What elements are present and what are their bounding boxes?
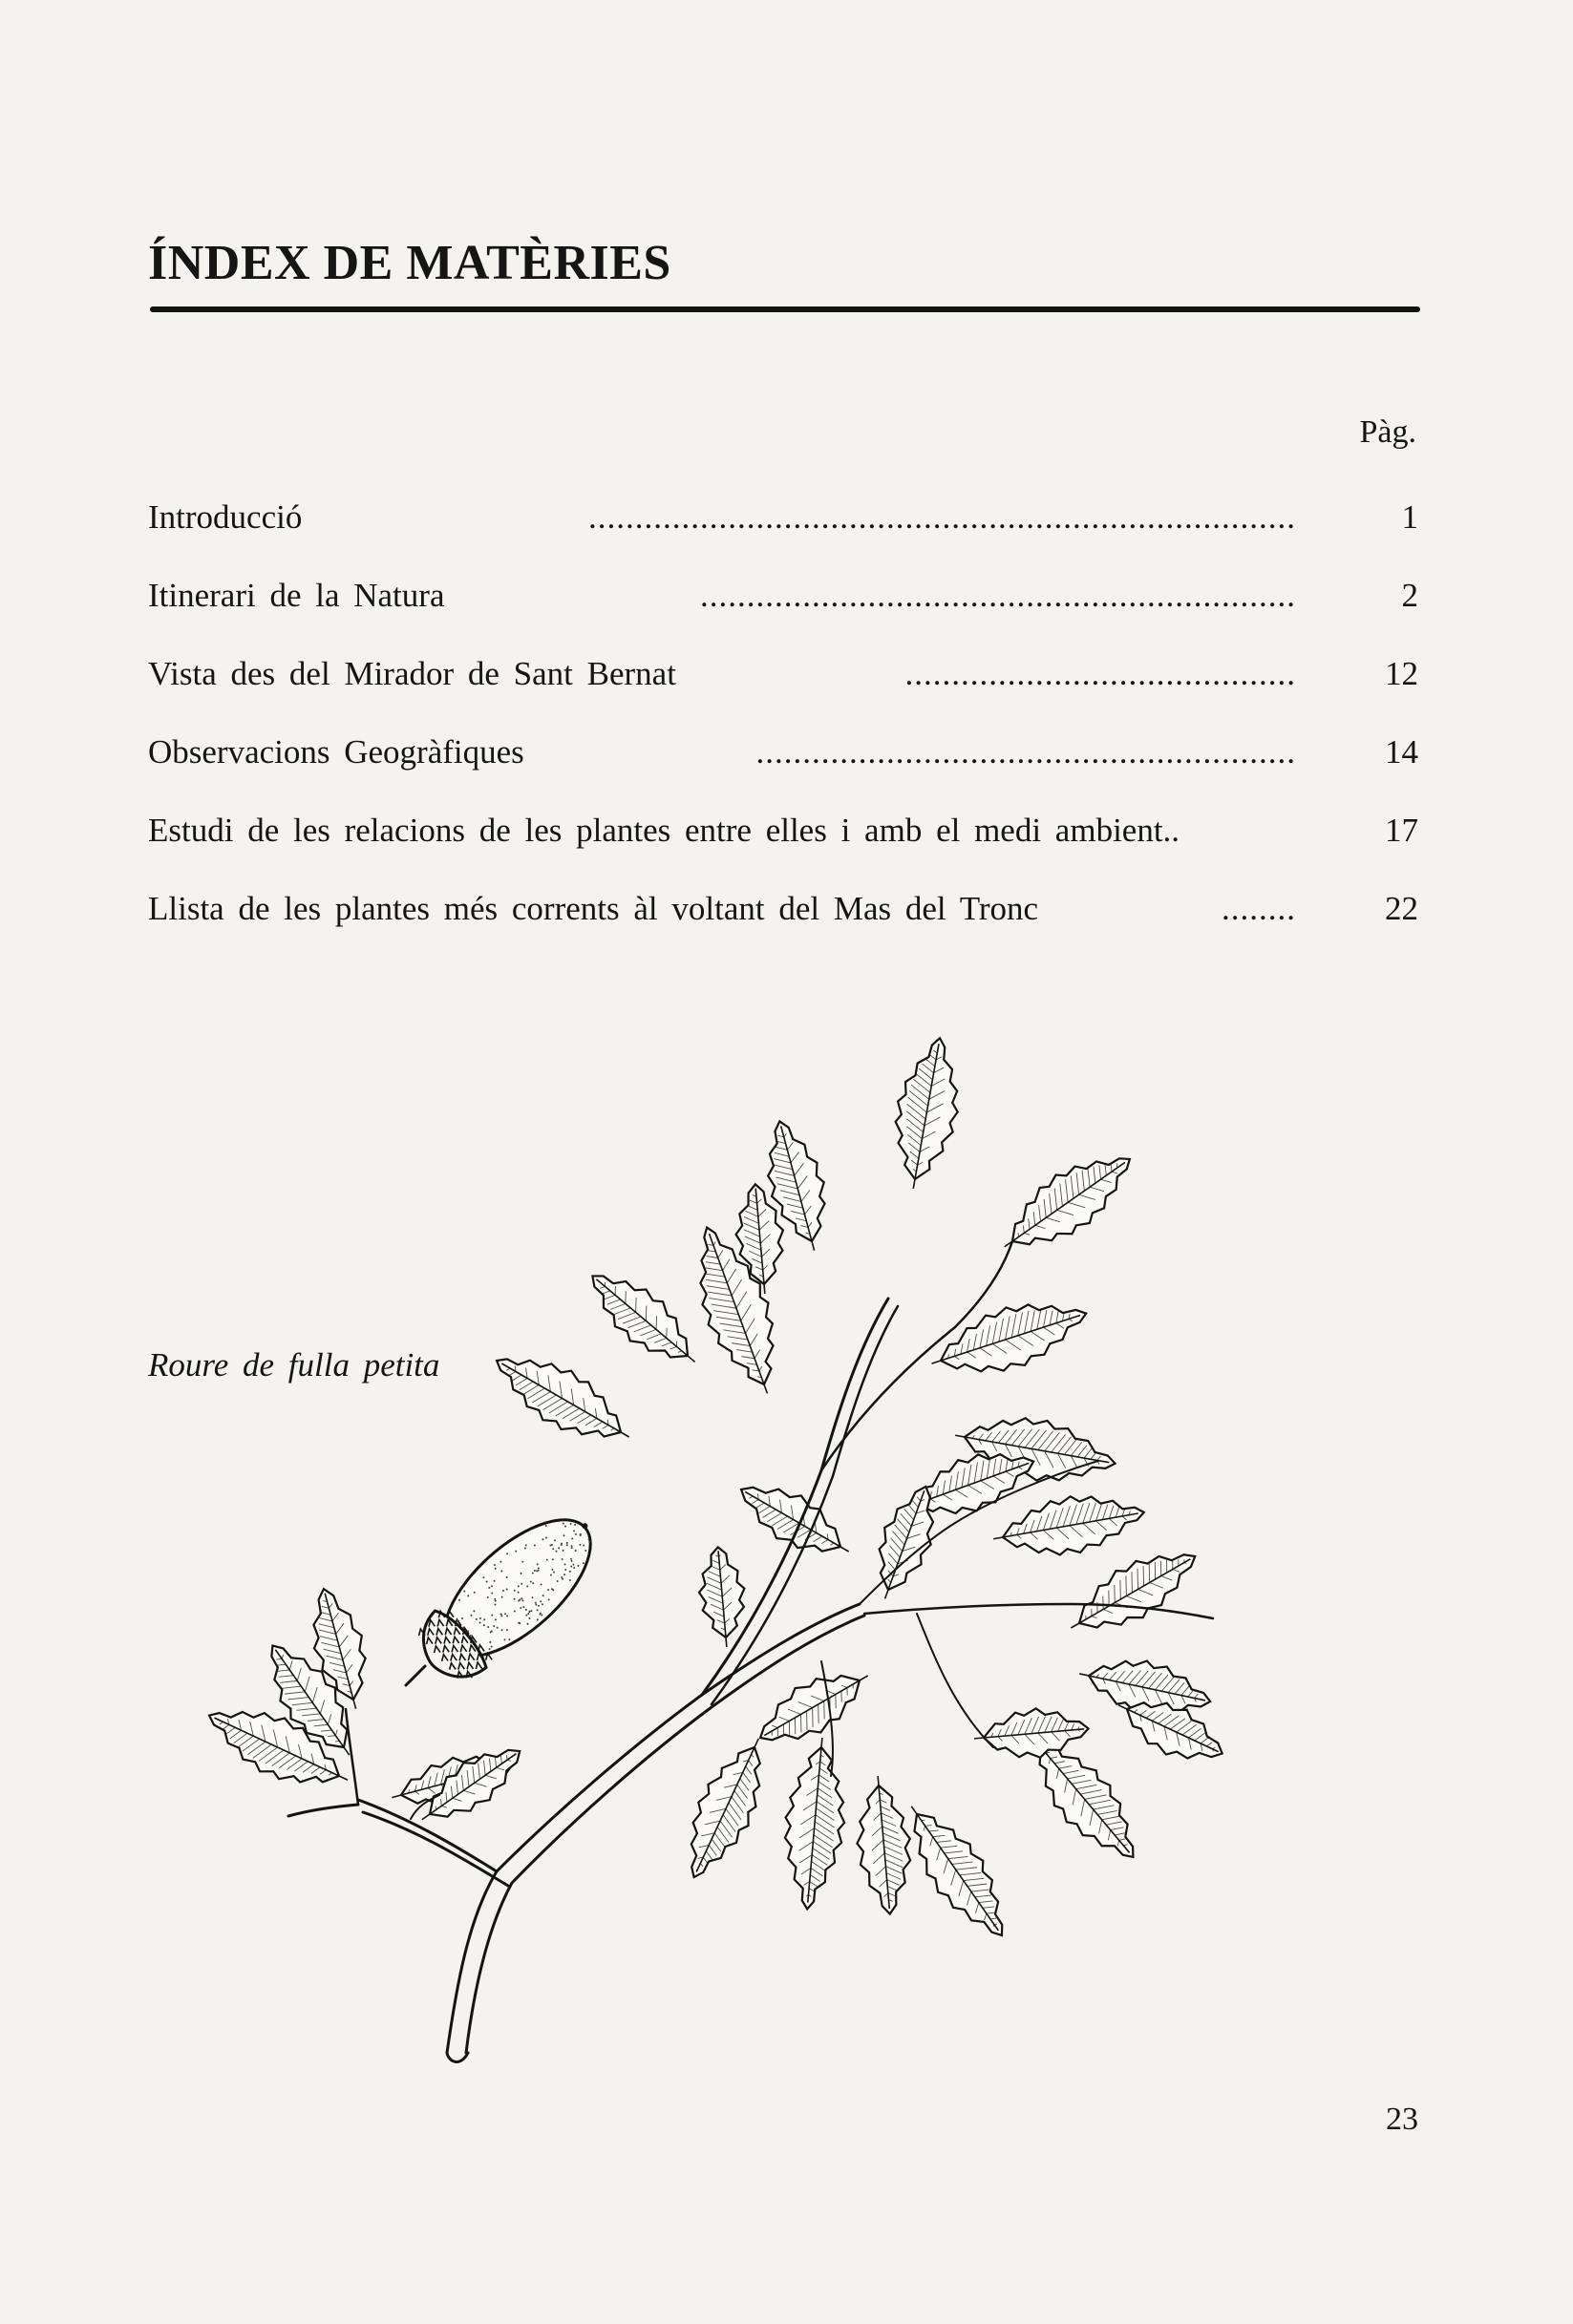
toc-entry-title: Estudi de les relacions de les plantes entre elles i amb el medi ambient.. xyxy=(148,812,1180,849)
oak-leaf-icon xyxy=(1057,1532,1208,1651)
oak-leaf-icon xyxy=(777,1735,851,1912)
oak-leaf-icon xyxy=(950,1405,1120,1493)
oak-leaf-icon xyxy=(482,1336,643,1462)
toc-entry-title: Introducció xyxy=(148,498,303,536)
page-column-header: Pàg. xyxy=(1359,414,1416,450)
oak-leaf-icon xyxy=(748,1654,881,1760)
oak-leaf-icon xyxy=(1108,1682,1233,1775)
oak-leaf-icon xyxy=(988,1135,1146,1271)
oak-leaf-icon xyxy=(899,1436,1043,1532)
oak-leaf-icon xyxy=(695,1545,750,1649)
toc-entry-leader: ................................................................ xyxy=(700,577,1296,614)
title-rule xyxy=(150,306,1420,312)
toc-entry-leader: ........ xyxy=(1222,890,1296,927)
toc-entry-page: 2 xyxy=(1401,577,1418,614)
toc-entry-leader: .......................................... xyxy=(904,655,1296,692)
page-number: 23 xyxy=(1386,2102,1418,2137)
oak-leaf-icon xyxy=(1073,1648,1216,1727)
oak-leaf-icon xyxy=(250,1630,372,1770)
figure-caption: Roure de fulla petita xyxy=(148,1346,440,1384)
toc-entry[interactable] xyxy=(148,888,1418,930)
toc-entry-title: Llista de les plantes més corrents àl voltant del Mas del Tronc xyxy=(148,890,1039,927)
oak-leaf-icon xyxy=(576,1257,712,1382)
oak-leaf-icon xyxy=(861,1478,948,1607)
toc-entry-page: 12 xyxy=(1385,655,1418,692)
oak-leaf-icon xyxy=(386,1743,518,1820)
toc-entry-page: 1 xyxy=(1401,498,1418,536)
oak-leaf-icon xyxy=(729,1468,861,1574)
toc-entry[interactable] xyxy=(148,653,1418,695)
toc-entry[interactable] xyxy=(148,731,1418,773)
oak-leaves xyxy=(197,1033,1233,1952)
oak-leaf-icon xyxy=(1013,1722,1156,1875)
oak-leaf-icon xyxy=(197,1689,360,1806)
oak-leaf-icon xyxy=(988,1485,1149,1567)
acorn-icon xyxy=(404,1493,616,1696)
oak-leaf-icon xyxy=(409,1733,533,1839)
oak-leaf-icon xyxy=(972,1704,1091,1764)
oak-leaf-icon xyxy=(923,1284,1095,1392)
oak-leaf-icon xyxy=(851,1774,916,1916)
toc-entry-leader: ............................................................................ xyxy=(588,498,1296,536)
toc-entry-page: 17 xyxy=(1385,812,1418,849)
oak-leaf-icon xyxy=(670,1727,784,1889)
oak-leaf-icon xyxy=(883,1033,969,1194)
oak-leaf-icon xyxy=(677,1216,797,1405)
oak-leaf-icon xyxy=(889,1790,1025,1951)
oak-leaf-icon xyxy=(300,1582,379,1715)
toc-entry[interactable] xyxy=(148,575,1418,617)
toc-entry-page: 14 xyxy=(1385,733,1418,771)
toc-entry[interactable] xyxy=(148,496,1418,539)
oak-leaf-icon xyxy=(754,1114,840,1257)
toc-entry-page: 22 xyxy=(1385,890,1418,927)
oak-leaf-icon xyxy=(732,1182,788,1296)
toc-entry-title: Itinerari de la Natura xyxy=(148,577,445,614)
toc-entry-leader: .......................................................... xyxy=(755,733,1296,771)
toc-entry[interactable] xyxy=(148,810,1418,852)
toc-entry-title: Vista des del Mirador de Sant Bernat xyxy=(148,655,676,692)
toc-entry-title: Observacions Geogràfiques xyxy=(148,733,524,771)
page-title: ÍNDEX DE MATÈRIES xyxy=(148,236,671,290)
